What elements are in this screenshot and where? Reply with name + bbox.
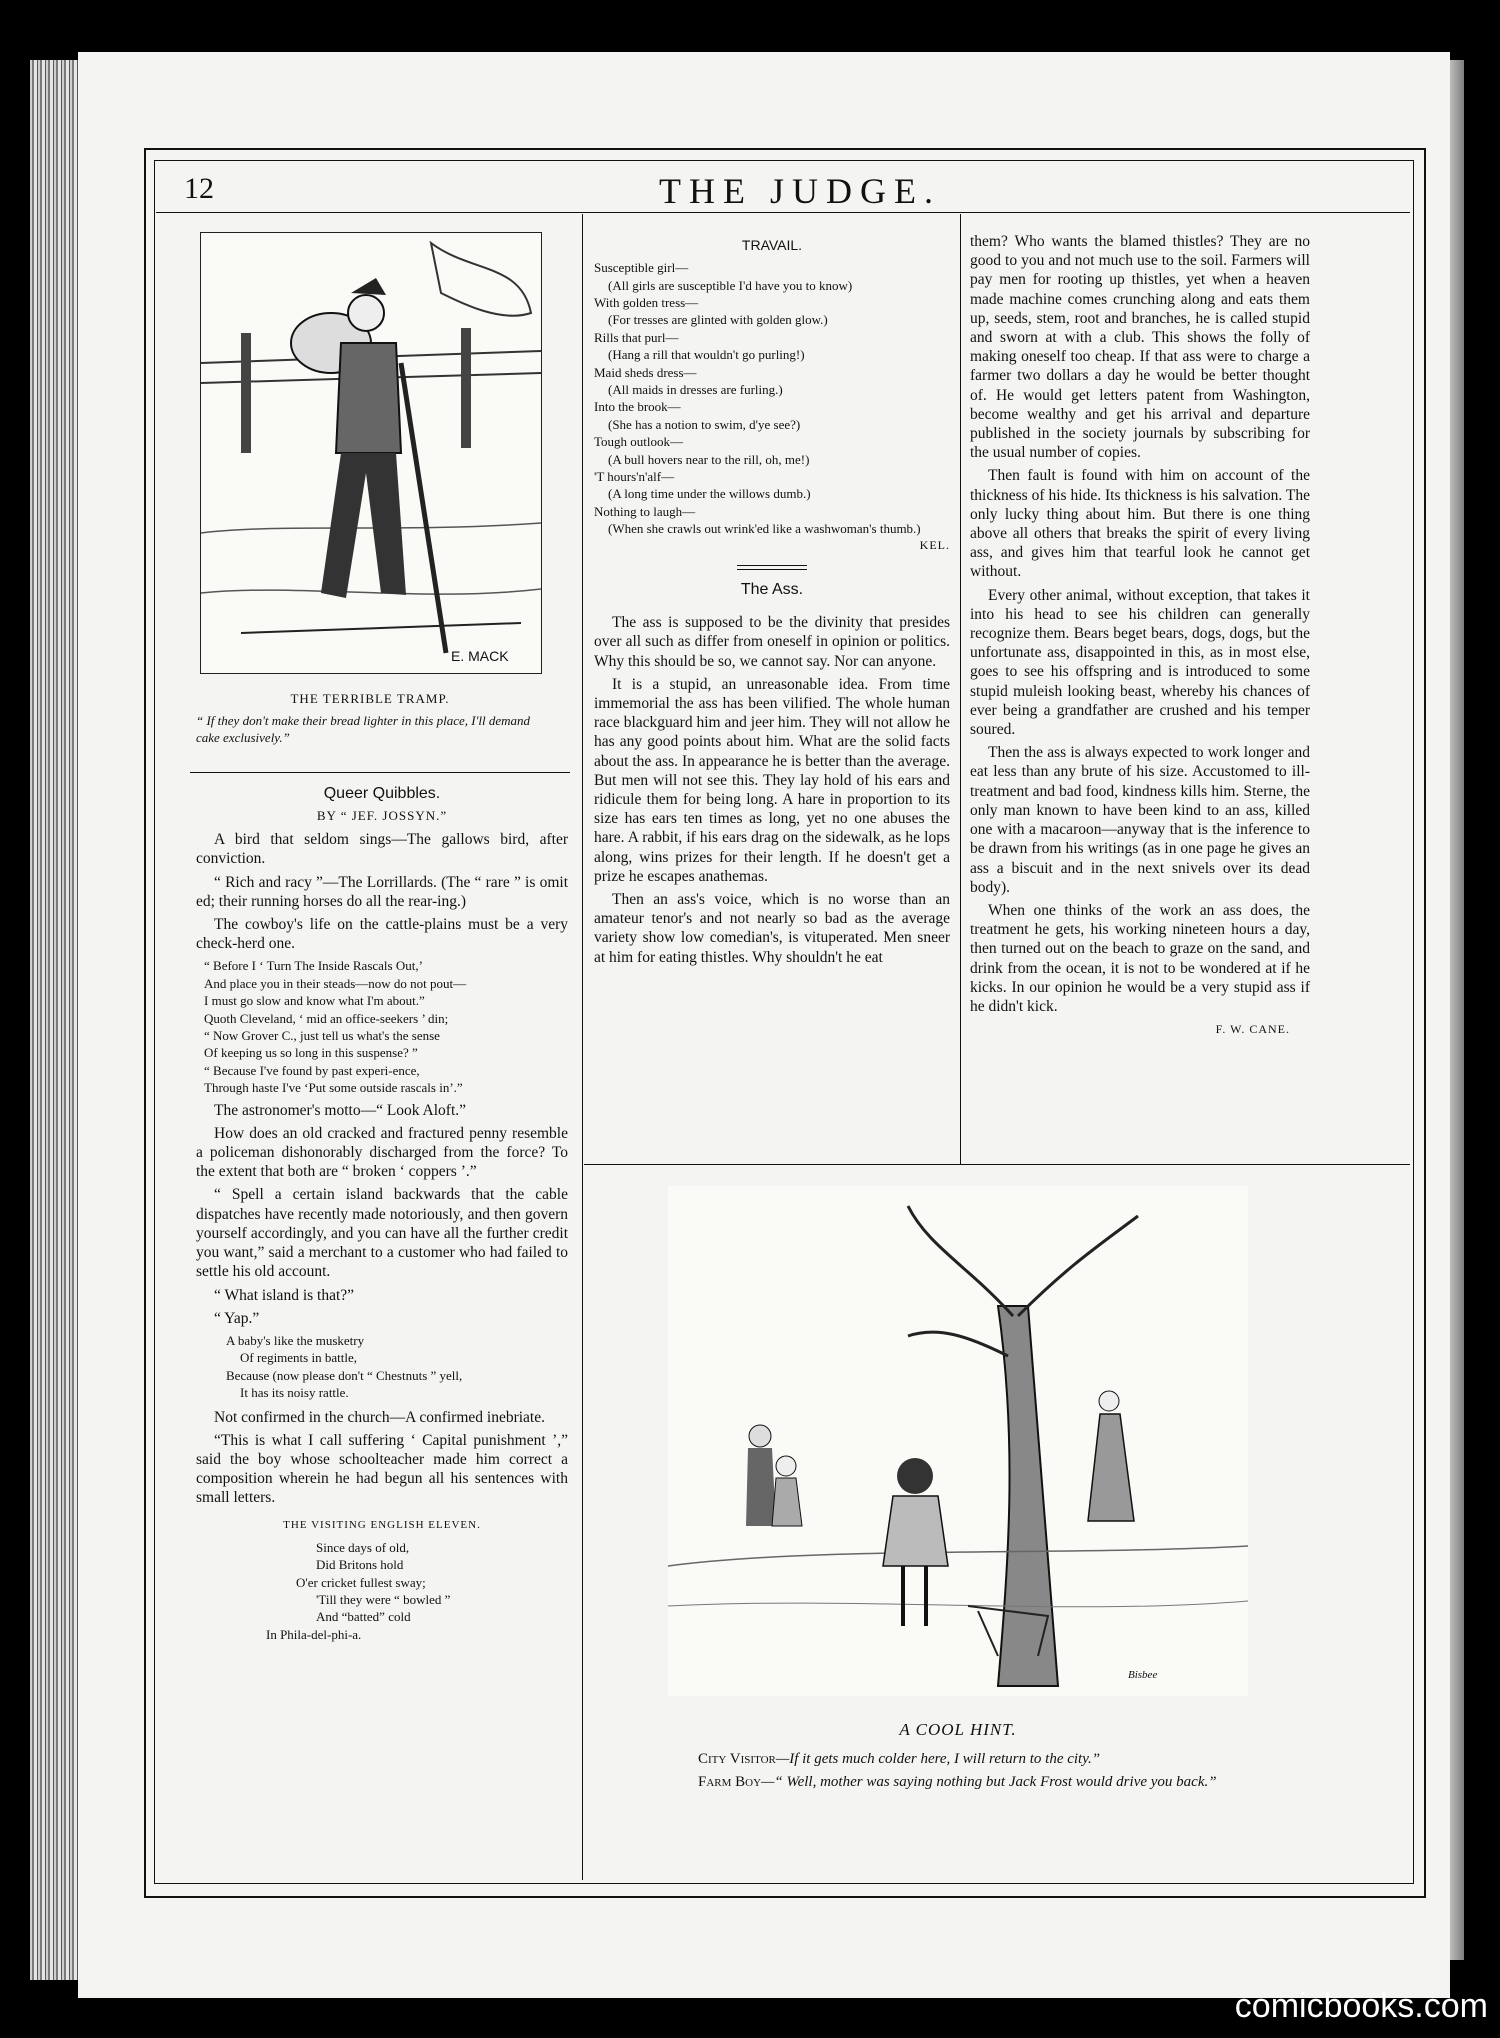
- verse-line: Maid sheds dress—: [594, 364, 697, 380]
- verse-line: It has its noisy rattle.: [240, 1385, 349, 1401]
- masthead-title: THE JUDGE.: [659, 171, 941, 211]
- ass-paragraph: Then the ass is always expected to work longer and eat less than any brute of his size. Accustomed to ill-treatment and bad food, kindness kills him. Sterne, the only man known to have been kind to an ass, killed one with a macaroon—anyway that is the inference to be drawn from his writings (as in one page he gives an ass a biscuit and in the next snivels over its dead body).: [970, 744, 1310, 896]
- verse-line: “ Now Grover C., just tell us what's the sense: [204, 1028, 440, 1044]
- verse-line: And place you in their steads—now do not pout—: [204, 975, 467, 991]
- queer-quibbles-article: [196, 780, 568, 1643]
- verse-line: A baby's like the musketry: [226, 1332, 365, 1348]
- column-rule-mid-right: [960, 214, 961, 1164]
- verse-line: I must go slow and know what I'm about.”: [204, 993, 425, 1009]
- travail-poem: [594, 259, 950, 538]
- page-stack-edge: [30, 60, 82, 1980]
- travail-divider: [737, 565, 807, 570]
- ass-paragraph: them? Who wants the blamed thistles? They are no good to you and not much use to the soil. Farmers will pay men for rooting up thistles, yet when a heaven made machine comes crunching along and eats them up, seeds, stem, root and branches, he is called stupid and sworn at with a club. This shows the folly of making oneself too cheap. If that ass were to charge a farmer two dollars a day he would be better thought of. He would get letters patent from Washington, become wealthy and get his arrival and departure published in the society journals by subscribing for the usual number of copies.: [970, 233, 1310, 462]
- quibble-paragraph: “ Yap.”: [214, 1309, 260, 1327]
- cool-hint-dialogue: [680, 1750, 1260, 1796]
- verse-line: Quoth Cleveland, ‘ mid an office-seekers ’ din;: [204, 1010, 449, 1026]
- verse-line: 'Till they were “ bowled ”: [316, 1591, 451, 1607]
- ass-paragraph: Every other animal, without exception, that takes it into his head to see his children can generally recognize them. Bears beget bears, dogs, dogs, but the unfortunate ass, disappointed in this, as in most else, goes to see his offspring and is introduced to some stupid muleish looking beast, whereby his chances of ever being a grandfather are crushed and his temper soured.: [970, 586, 1310, 739]
- column-rule-left-lower: [582, 1164, 583, 1880]
- quibble-paragraph: A bird that seldom sings—The gallows bird, after conviction.: [196, 831, 568, 868]
- quibble-paragraph: “ Spell a certain island backwards that the cable dispatches have recently made notoriously, and then govern yourself accordingly, and you can have all the further credit you want,” said a merchant to a customer who had failed to settle his old account.: [196, 1186, 568, 1281]
- page-number: 12: [184, 172, 214, 205]
- tramp-rule: [190, 772, 570, 773]
- verse-line: “ Before I ‘ Turn The Inside Rascals Out,’: [204, 958, 423, 974]
- ass-paragraph: Then fault is found with him on account of the thickness of his hide. Its thickness is his salvation. The only lucky thing about him. But there is one thing above all others that breaks the spirit of every living ass, and gives him that tearful look he cannot get without.: [970, 467, 1310, 581]
- speaker-name: City Visitor: [698, 1751, 776, 1767]
- book-right-edge: [1450, 60, 1464, 1960]
- right-column: [970, 232, 1310, 1039]
- verse-line: In Phila-del-phi-a.: [266, 1626, 362, 1642]
- quibble-paragraph: Not confirmed in the church—A confirmed inebriate.: [214, 1408, 545, 1426]
- ass-paragraph: It is a stupid, an unreasonable idea. From time immemorial the ass has been vilified. The whole human race blackguard him and jeer him. They will not allow he has any good points about him. What are the solid facts about the ass. In appearance he is better than the average. But men will not see this. They lay hold of his ears and ridicule them for being long. A hare in proportion to its size has ears ten times as long, yet no one abuses the hare. A rabbit, if his ears drag on the sidewalk, as he lops along, wins prizes for their length. If he doesn't get a prize he escapes anathemas.: [594, 675, 950, 885]
- verse-line: Rills that purl—: [594, 329, 679, 345]
- ass-paragraph: When one thinks of the work an ass does, the treatment he gets, his working nineteen hours a day, then turned out on the beach to graze on the sand, and drink from the ocean, it is not to be wondered at if he kicks. In our opinion he would be a very stupid ass if he didn't kick.: [970, 901, 1310, 1015]
- travail-signature: KEL.: [919, 537, 950, 552]
- middle-column: [594, 232, 950, 971]
- verse-line: Did Britons hold: [316, 1557, 404, 1573]
- verse-line: (Hang a rill that wouldn't go purling!): [608, 347, 805, 363]
- verse-line: Nothing to laugh—: [594, 503, 696, 519]
- dialogue-text: —If it gets much colder here, I will return to the city.”: [775, 1751, 1101, 1767]
- verse-line: (A bull hovers near to the rill, oh, me!): [608, 451, 810, 467]
- quibble-paragraph: The cowboy's life on the cattle-plains must be a very check-herd one.: [196, 916, 568, 953]
- verse-line: (All maids in dresses are furling.): [608, 382, 783, 398]
- verse-line: (A long time under the willows dumb.): [608, 486, 811, 502]
- verse-line: Susceptible girl—: [594, 260, 689, 276]
- quibble-paragraph: The astronomer's motto—“ Look Aloft.”: [214, 1101, 467, 1119]
- ass-paragraph: Then an ass's voice, which is no worse than an amateur tenor's and not nearly so bad as the average variety show low comedian's, is vituperated. Men sneer at him for eating thistles. Why shouldn't he eat: [594, 890, 950, 966]
- visiting-eleven-verse: [196, 1539, 568, 1643]
- verse-line: Because (now please don't “ Chestnuts ” yell,: [226, 1367, 463, 1383]
- verse-line: Through haste I've ‘Put some outside rascals in’.”: [204, 1080, 463, 1096]
- tramp-caption: THE TERRIBLE TRAMP.: [290, 691, 450, 706]
- verse-line: O'er cricket fullest sway;: [296, 1574, 426, 1590]
- cool-hint-illustration: [668, 1186, 1248, 1696]
- verse-line: (When she crawls out wrink'ed like a washwoman's thumb.): [608, 521, 921, 537]
- baby-verse: [196, 1332, 568, 1402]
- terrible-tramp-illustration: [200, 232, 542, 674]
- tramp-drawing: [201, 233, 541, 673]
- verse-line: Of keeping us so long in this suspense? ”: [204, 1045, 418, 1061]
- cool-hint-artist-signature: Bisbee: [1128, 1669, 1158, 1681]
- queer-quibbles-byline: BY “ JEF. JOSSYN.”: [316, 808, 448, 824]
- verse-line: (She has a notion to swim, d'ye see?): [608, 416, 801, 432]
- verse-line: (For tresses are glinted with golden glow.): [608, 312, 828, 328]
- speaker-name: Farm Boy: [698, 1774, 762, 1790]
- verse-line: And “batted” cold: [316, 1609, 411, 1625]
- column-rule-left-mid: [582, 214, 583, 1164]
- cleveland-verse: [196, 957, 568, 1096]
- travail-title: TRAVAIL.: [741, 237, 803, 253]
- cool-hint-line-2: [680, 1773, 1260, 1792]
- verse-line: With golden tress—: [594, 295, 699, 311]
- verse-line: 'T hours'n'alf—: [594, 469, 675, 485]
- ass-paragraph: The ass is supposed to be the divinity that presides over all such as differ from oneself in opinion or politics. Why this should be so, we cannot say. Nor can anyone.: [594, 614, 950, 670]
- verse-line: Into the brook—: [594, 399, 681, 415]
- cool-hint-line-1: [680, 1750, 1260, 1769]
- verse-line: Tough outlook—: [594, 434, 684, 450]
- dialogue-text: —“ Well, mother was saying nothing but Jack Frost would drive you back.”: [761, 1774, 1217, 1790]
- tramp-quote: “ If they don't make their bread lighter in this place, I'll demand cake exclusively.”: [196, 713, 530, 745]
- ass-signature: F. W. CANE.: [1215, 1022, 1290, 1037]
- verse-line: Of regiments in battle,: [240, 1350, 357, 1366]
- cool-hint-title: A COOL HINT.: [899, 1720, 1017, 1739]
- quibble-paragraph: “ Rich and racy ”—The Lorrillards. (The “ rare ” is omit ed; their running horses do all the rear-ing.): [196, 873, 568, 910]
- cool-hint-drawing: [668, 1186, 1248, 1696]
- quibble-paragraph: How does an old cracked and fractured penny resemble a policeman dishonorably discharged from the force? To the extent that both are “ broken ‘ coppers ’.”: [196, 1124, 568, 1181]
- masthead-rule: [156, 212, 1410, 213]
- verse-line: “ Because I've found by past experi-ence,: [204, 1062, 420, 1078]
- tramp-artist-signature: E. MACK: [451, 648, 509, 664]
- visiting-eleven-title: THE VISITING ENGLISH ELEVEN.: [283, 1518, 481, 1531]
- quibble-paragraph: “ What island is that?”: [214, 1286, 355, 1304]
- cool-hint-top-rule: [584, 1164, 1410, 1165]
- quibble-paragraph: “This is what I call suffering ‘ Capital punishment ’,” said the boy whose schoolteacher made him correct a composition wherein he had begun all his sentences with small letters.: [196, 1431, 568, 1507]
- the-ass-title: The Ass.: [740, 580, 804, 598]
- verse-line: Since days of old,: [316, 1539, 410, 1555]
- queer-quibbles-title: Queer Quibbles.: [323, 785, 441, 802]
- site-watermark: comicbooks.com: [1234, 1987, 1488, 2025]
- verse-line: (All girls are susceptible I'd have you to know): [608, 277, 853, 293]
